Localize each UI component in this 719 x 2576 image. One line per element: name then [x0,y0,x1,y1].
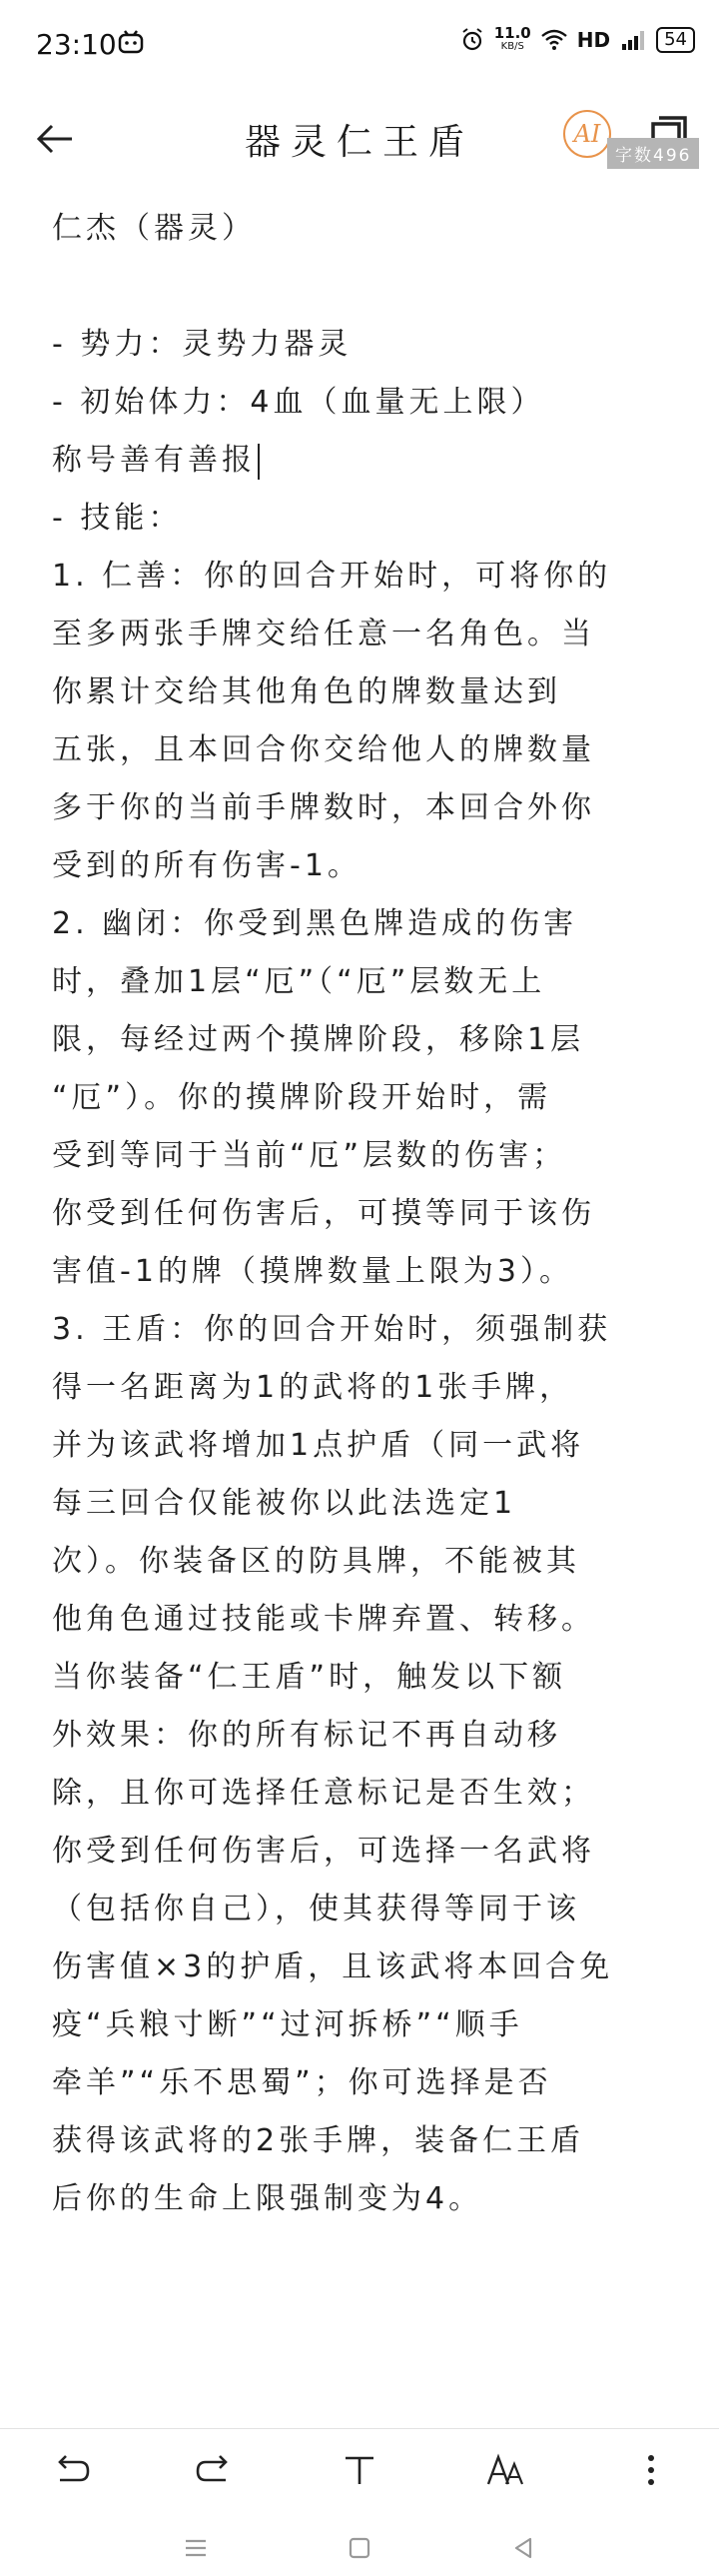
note-line: “厄”）。你的摸牌阶段开始时，需 [52,1080,552,1115]
note-line: （包括你自己），使其获得等同于该 [52,1892,580,1927]
note-line: 疫“兵粮寸断”“过河拆桥”“顺手 [52,2007,523,2042]
note-line: 获得该武将的2张手牌，装备仁王盾 [52,2123,585,2158]
toolbar-divider [0,2428,719,2429]
note-line: 害值-1的牌（摸牌数量上限为3）。 [52,1254,573,1289]
note-content[interactable] [52,200,677,2228]
word-count-badge: 字数496 [607,138,699,169]
signal-icon [620,29,646,51]
font-size-button[interactable] [477,2442,533,2498]
note-line: 并为该武将增加1点护盾（同一武将 [52,1428,585,1463]
note-line: 外效果：你的所有标记不再自动移 [52,1718,561,1753]
note-line: 当你装备“仁王盾”时，触发以下额 [52,1660,567,1695]
note-line: 每三回合仅能被你以此法选定1 [52,1486,517,1521]
hd-label: HD [576,28,611,52]
note-line: 受到的所有伤害-1。 [52,848,361,883]
app-notification-icon [118,30,144,54]
font-size-icon [485,2452,525,2488]
ai-badge-icon: AI [573,120,601,148]
note-line: 你受到任何伤害后，可选择一名武将 [52,1834,595,1869]
page-title: 器灵仁王盾 [244,122,474,163]
note-line: 得一名距离为1的武将的1张手牌， [52,1370,574,1405]
note-line: 3. 王盾：你的回合开始时，须强制获 [52,1312,612,1347]
alarm-icon [460,28,484,52]
note-line: 时，叠加1层“厄”（“厄”层数无上 [52,964,546,999]
text-format-button[interactable] [332,2442,387,2498]
status-bar [0,0,719,90]
undo-button[interactable] [44,2442,100,2498]
status-time: 23:10 [36,28,117,61]
redo-icon [194,2454,234,2486]
bottom-toolbar [0,2438,719,2508]
more-button[interactable] [623,2442,679,2498]
home-square-icon [347,2535,372,2561]
note-line: 除，且你可选择任意标记是否生效； [52,1776,595,1811]
more-vertical-icon [645,2452,657,2488]
note-line: 后你的生命上限强制变为4。 [52,2181,483,2216]
blank-line [52,258,677,316]
nav-menu-button[interactable] [176,2528,216,2568]
wifi-icon [541,29,567,51]
network-speed: 11.0 KB/S [493,24,531,52]
text-cursor [258,444,260,480]
back-triangle-icon [510,2535,536,2561]
system-nav-bar [0,2518,719,2576]
text-format-icon [342,2452,377,2488]
menu-icon [183,2538,209,2558]
note-line: 伤害值×3的护盾，且该武将本回合免 [52,1949,614,1984]
note-line: - 技能： [52,501,183,536]
redo-button[interactable] [186,2442,242,2498]
note-line: 限，每经过两个摸牌阶段，移除1层 [52,1022,585,1057]
undo-icon [52,2454,92,2486]
note-line: 你受到任何伤害后，可摸等同于该伤 [52,1196,595,1231]
ai-button[interactable] [563,110,611,158]
note-line: 牵羊”“乐不思蜀”；你可选择是否 [52,2065,552,2100]
note-line: 2. 幽闭：你受到黑色牌造成的伤害 [52,906,578,941]
battery-indicator: 54 [656,27,695,53]
note-line: - 势力：灵势力器灵 [52,327,353,362]
note-line: 至多两张手牌交给任意一名角色。当 [52,617,595,651]
note-line: 次）。你装备区的防具牌，不能被其 [52,1544,580,1579]
note-line: 仁杰（器灵） [52,211,256,246]
note-line: 他角色通过技能或卡牌弃置、转移。 [52,1602,595,1637]
nav-back-button[interactable] [503,2528,543,2568]
note-line: 五张，且本回合你交给他人的牌数量 [52,732,595,767]
note-line: 称号善有善报 [52,432,677,490]
nav-home-button[interactable] [340,2528,379,2568]
note-line: 多于你的当前手牌数时，本回合外你 [52,790,595,825]
note-line: - 初始体力：4血（血量无上限） [52,385,545,420]
note-line: 你累计交给其他角色的牌数量达到 [52,674,561,709]
note-line: 受到等同于当前“厄”层数的伤害； [52,1138,567,1173]
note-line: 1. 仁善：你的回合开始时，可将你的 [52,559,612,594]
status-icons [460,26,695,54]
